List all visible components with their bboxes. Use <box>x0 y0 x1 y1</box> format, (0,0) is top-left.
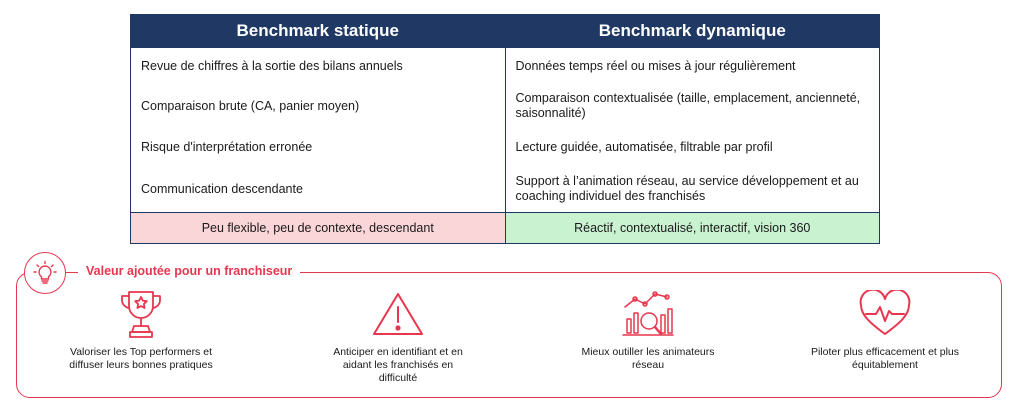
value-section-title: Valeur ajoutée pour un franchiseur <box>78 262 300 280</box>
feature-top-performers <box>66 286 216 372</box>
dynamic-cell: Comparaison contextualisée (taille, emplacement, ancienneté, saisonnalité) <box>505 84 880 128</box>
feature-label: Piloter plus efficacement et plus équitablement <box>810 346 960 371</box>
static-cell: Comparaison brute (CA, panier moyen) <box>131 84 506 128</box>
feature-anticipate <box>323 286 473 385</box>
summary-dynamic: Réactif, contextualisé, interactif, vision 360 <box>505 213 880 244</box>
comparison-table <box>130 14 880 244</box>
feature-label: Mieux outiller les animateurs réseau <box>581 346 715 371</box>
feature-label: Valoriser les Top performers et diffuser leurs bonnes pratiques <box>69 346 213 371</box>
analytics-icon <box>621 286 675 342</box>
header-dynamic: Benchmark dynamique <box>505 15 880 48</box>
static-cell: Revue de chiffres à la sortie des bilans annuels <box>131 48 506 85</box>
dynamic-cell: Lecture guidée, automatisée, filtrable par profil <box>505 128 880 166</box>
trophy-icon <box>117 286 165 342</box>
summary-static: Peu flexible, peu de contexte, descendant <box>131 213 506 244</box>
table-row <box>131 166 880 213</box>
summary-row <box>131 213 880 244</box>
table-row <box>131 84 880 128</box>
table-row <box>131 128 880 166</box>
table-row <box>131 48 880 85</box>
lightbulb-icon <box>24 252 66 294</box>
header-static: Benchmark statique <box>131 15 506 48</box>
dynamic-cell: Support à l’animation réseau, au service développement et au coaching individuel des franchisés <box>505 166 880 213</box>
static-cell: Risque d'interprétation erronée <box>131 128 506 166</box>
feature-tools <box>573 286 723 372</box>
static-cell: Communication descendante <box>131 166 506 213</box>
heart-pulse-icon <box>858 286 912 342</box>
feature-label: Anticiper en identifiant et en aidant les franchisés en difficulté <box>333 346 463 384</box>
feature-steer <box>810 286 960 372</box>
warning-icon <box>371 286 425 342</box>
dynamic-cell: Données temps réel ou mises à jour régulièrement <box>505 48 880 85</box>
